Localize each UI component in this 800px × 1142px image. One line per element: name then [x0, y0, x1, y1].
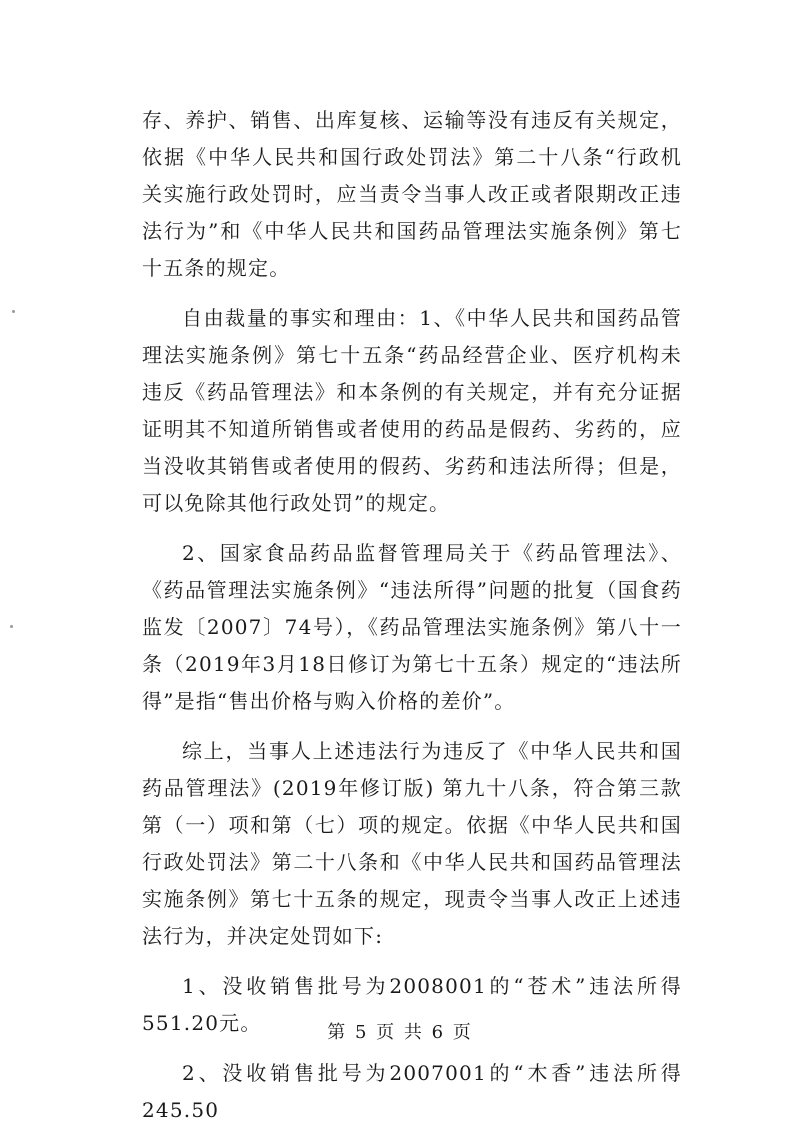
scan-mark	[12, 310, 15, 313]
paragraph-continuation: 存、养护、销售、出库复核、运输等没有违反有关规定，依据《中华人民共和国行政处罚法》第二十八条“行政机关实施行政处罚时，应当责令当事人改正或者限期改正违法行为”和《中华人民共和国药品管理法实施条例》第七十五条的规定。	[142, 108, 682, 280]
paragraph-discretion-reason: 自由裁量的事实和理由：1、《中华人民共和国药品管理法实施条例》第七十五条“药品经营企业、医疗机构未违反《药品管理法》和本条例的有关规定，并有充分证据证明其不知道所销售或者使用的药品是假药、劣药的，应当没收其销售或者使用的假药、劣药和违法所得；但是，可以免除其他行政处罚”的规定。	[142, 306, 682, 515]
paragraph-illegal-income-reply: 2、国家食品药品监督管理局关于《药品管理法》、《药品管理法实施条例》“违法所得”问题的批复（国食药监发〔2007〕74号），《药品管理法实施条例》第八十一条（2019年3月18日修订为第七十五条）规定的“违法所得”是指“售出价格与购入价格的差价”。	[142, 541, 682, 713]
paragraph-penalty-item-2: 2、没收销售批号为2007001的“木香”违法所得245.50	[142, 1061, 682, 1122]
paragraph-conclusion: 综上，当事人上述违法行为违反了《中华人民共和国药品管理法》(2019年修订版) 第九十八条，符合第三款第（一）项和第（七）项的规定。依据《中华人民共和国行政处罚法》第二十八条和《中华人民共和国药品管理法实施条例》第七十五条的规定，现责令当事人改正上述违法行为，并决定处罚如下:	[142, 739, 682, 948]
scan-mark	[10, 625, 13, 628]
document-body	[142, 102, 682, 1142]
page-number-footer: 第 5 页 共 6 页	[327, 1022, 473, 1043]
paragraph-penalty-item-1: 1、没收销售批号为2008001的“苍术”违法所得551.20元。	[142, 974, 682, 1035]
